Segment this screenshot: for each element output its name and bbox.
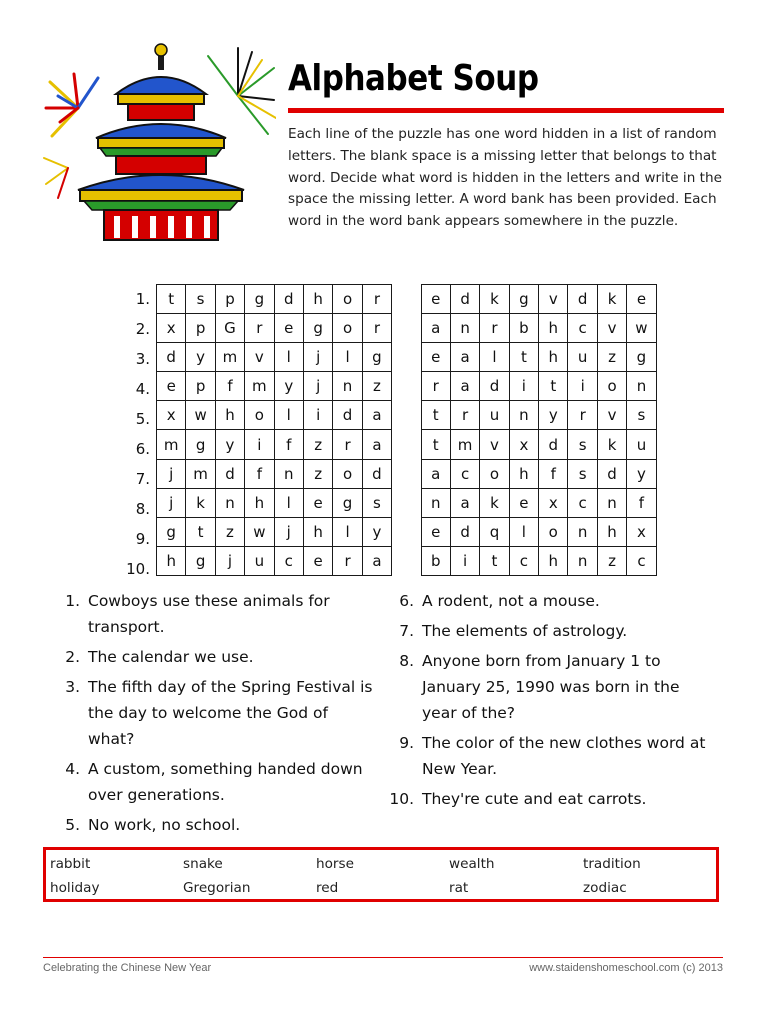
clue-text: A custom, something handed down over generations. (88, 760, 363, 804)
grid-row (157, 314, 657, 343)
grid-letter: z (597, 546, 626, 575)
grid-letter: z (303, 430, 332, 459)
grid-letter: b (509, 314, 538, 343)
letter-grid (156, 284, 657, 576)
grid-letter: q (480, 517, 509, 546)
clue-number: 7. (399, 622, 414, 640)
grid-letter: x (157, 401, 186, 430)
missing-letter-blank (392, 488, 421, 517)
grid-letter: h (303, 517, 332, 546)
grid-letter: d (539, 430, 568, 459)
grid-letter: t (539, 372, 568, 401)
grid-letter: c (568, 314, 597, 343)
grid-letter: o (539, 517, 568, 546)
row-number: 3. (135, 350, 150, 368)
grid-letter: g (303, 314, 332, 343)
clue-item (50, 644, 376, 670)
word-bank-item: rabbit (50, 856, 91, 872)
grid-letter: d (333, 401, 362, 430)
grid-letter: k (597, 285, 626, 314)
grid-letter: n (450, 314, 479, 343)
grid-letter: y (539, 401, 568, 430)
grid-letter: e (421, 343, 450, 372)
grid-letter: r (362, 314, 391, 343)
grid-letter: o (333, 314, 362, 343)
grid-letter: n (568, 546, 597, 575)
clue-text: The calendar we use. (88, 648, 254, 666)
grid-row (157, 430, 657, 459)
grid-letter: k (480, 285, 509, 314)
row-number: 7. (135, 470, 150, 488)
clue-text: They're cute and eat carrots. (422, 790, 647, 808)
grid-letter: s (627, 401, 656, 430)
grid-letter: h (303, 285, 332, 314)
grid-letter: f (245, 459, 274, 488)
grid-letter: x (627, 517, 656, 546)
grid-letter: c (509, 546, 538, 575)
clue-text: Anyone born from January 1 to January 25, 1990 was born in the year of the? (422, 652, 680, 722)
row-number: 9. (135, 530, 150, 548)
title-divider (288, 108, 724, 113)
instructions-paragraph: Each line of the puzzle has one word hidden in a list of random letters. The blank space is a missing letter that belongs to that word. Decide what word is hidden in the letters and write in the space the missing letter. A word bank has been provided. Each word in the word bank appears somewhere in the puzzle. (288, 126, 722, 230)
grid-letter: n (597, 488, 626, 517)
grid-letter: a (421, 459, 450, 488)
row-number: 2. (135, 320, 150, 338)
word-bank-item: holiday (50, 880, 100, 896)
grid-letter: m (215, 343, 244, 372)
grid-letter: v (539, 285, 568, 314)
grid-letter: g (362, 343, 391, 372)
grid-letter: a (450, 488, 479, 517)
grid-letter: j (303, 372, 332, 401)
grid-letter: j (303, 343, 332, 372)
row-number: 10. (126, 560, 150, 578)
clue-item (50, 812, 376, 838)
word-bank-item: rat (449, 880, 469, 896)
grid-letter: d (450, 285, 479, 314)
grid-letter: d (362, 459, 391, 488)
grid-letter: n (627, 372, 656, 401)
grid-letter: h (245, 488, 274, 517)
grid-letter: w (186, 401, 215, 430)
grid-letter: r (245, 314, 274, 343)
missing-letter-blank (392, 401, 421, 430)
grid-letter: n (333, 372, 362, 401)
grid-letter: w (627, 314, 656, 343)
grid-letter: s (186, 285, 215, 314)
grid-letter: j (274, 517, 303, 546)
grid-letter: l (333, 343, 362, 372)
grid-letter: i (509, 372, 538, 401)
grid-row (157, 517, 657, 546)
grid-letter: d (274, 285, 303, 314)
grid-letter: i (303, 401, 332, 430)
missing-letter-blank (392, 343, 421, 372)
grid-letter: e (303, 488, 332, 517)
grid-row (157, 401, 657, 430)
word-bank-item: horse (316, 856, 354, 872)
clue-number: 4. (65, 760, 80, 778)
grid-letter: v (597, 401, 626, 430)
grid-letter: l (509, 517, 538, 546)
clue-item (384, 648, 714, 726)
clue-item (384, 588, 714, 614)
grid-letter: z (303, 459, 332, 488)
clue-number: 8. (399, 652, 414, 670)
grid-letter: m (157, 430, 186, 459)
clue-number: 3. (65, 678, 80, 696)
grid-letter: r (333, 430, 362, 459)
clue-text: A rodent, not a mouse. (422, 592, 600, 610)
grid-letter: p (186, 372, 215, 401)
grid-letter: j (215, 546, 244, 575)
grid-letter: n (509, 401, 538, 430)
word-bank-item: tradition (583, 856, 641, 872)
row-number: 5. (135, 410, 150, 428)
grid-letter: h (157, 546, 186, 575)
grid-letter: e (157, 372, 186, 401)
grid-letter: v (480, 430, 509, 459)
clue-text: Cowboys use these animals for transport. (88, 592, 330, 636)
grid-letter: a (450, 343, 479, 372)
grid-letter: s (362, 488, 391, 517)
grid-letter: y (362, 517, 391, 546)
grid-letter: v (597, 314, 626, 343)
grid-letter: n (274, 459, 303, 488)
missing-letter-blank (392, 285, 421, 314)
grid-letter: g (509, 285, 538, 314)
grid-letter: d (157, 343, 186, 372)
grid-letter: o (245, 401, 274, 430)
grid-letter: p (186, 314, 215, 343)
clue-item (384, 730, 714, 782)
grid-letter: d (215, 459, 244, 488)
grid-letter: g (333, 488, 362, 517)
clue-item (384, 786, 714, 812)
word-bank (43, 847, 719, 902)
clue-text: No work, no school. (88, 816, 241, 834)
grid-letter: e (421, 285, 450, 314)
grid-letter: a (421, 314, 450, 343)
grid-row (157, 488, 657, 517)
clue-number: 2. (65, 648, 80, 666)
row-number: 8. (135, 500, 150, 518)
clue-item (50, 756, 376, 808)
grid-letter: s (568, 430, 597, 459)
grid-letter: g (186, 546, 215, 575)
row-number: 1. (135, 290, 150, 308)
footer-right-text: www.staidenshomeschool.com (c) 2013 (529, 962, 723, 974)
grid-letter: t (421, 430, 450, 459)
grid-letter: a (362, 430, 391, 459)
grid-letter: d (597, 459, 626, 488)
grid-letter: e (274, 314, 303, 343)
grid-letter: o (333, 459, 362, 488)
grid-letter: o (480, 459, 509, 488)
grid-letter: l (274, 488, 303, 517)
temple-fireworks-icon (38, 38, 276, 252)
grid-letter: g (186, 430, 215, 459)
word-bank-item: snake (183, 856, 223, 872)
grid-letter: c (274, 546, 303, 575)
grid-row (157, 372, 657, 401)
missing-letter-blank (392, 459, 421, 488)
grid-letter: d (480, 372, 509, 401)
grid-letter: h (597, 517, 626, 546)
grid-letter: o (333, 285, 362, 314)
clue-number: 9. (399, 734, 414, 752)
word-bank-item: Gregorian (183, 880, 251, 896)
grid-letter: c (627, 546, 656, 575)
grid-letter: m (186, 459, 215, 488)
grid-letter: d (450, 517, 479, 546)
clue-number: 5. (65, 816, 80, 834)
word-bank-grid (50, 855, 710, 897)
grid-letter: n (568, 517, 597, 546)
grid-row (157, 459, 657, 488)
grid-row (157, 343, 657, 372)
grid-letter: g (627, 343, 656, 372)
grid-letter: h (215, 401, 244, 430)
grid-letter: w (245, 517, 274, 546)
clue-item (50, 588, 376, 640)
grid-letter: k (186, 488, 215, 517)
grid-letter: t (421, 401, 450, 430)
grid-letter: y (215, 430, 244, 459)
grid-letter: a (362, 401, 391, 430)
grid-letter: r (362, 285, 391, 314)
grid-letter: h (539, 343, 568, 372)
grid-letter: r (450, 401, 479, 430)
grid-letter: k (480, 488, 509, 517)
word-bank-item: zodiac (583, 880, 627, 896)
grid-letter: e (509, 488, 538, 517)
footer-left-text: Celebrating the Chinese New Year (43, 962, 212, 974)
page-title: Alphabet Soup (288, 58, 539, 99)
grid-letter: r (333, 546, 362, 575)
grid-letter: j (157, 488, 186, 517)
clue-text: The color of the new clothes word at New Year. (422, 734, 706, 778)
grid-letter: l (274, 401, 303, 430)
grid-letter: u (568, 343, 597, 372)
clue-list-right (384, 588, 714, 816)
clue-item (384, 618, 714, 644)
missing-letter-blank (392, 314, 421, 343)
row-number: 6. (135, 440, 150, 458)
grid-letter: l (480, 343, 509, 372)
missing-letter-blank (392, 372, 421, 401)
grid-letter: h (539, 546, 568, 575)
grid-letter: f (627, 488, 656, 517)
grid-row (157, 285, 657, 314)
grid-letter: l (333, 517, 362, 546)
clue-text: The elements of astrology. (422, 622, 628, 640)
clue-item (50, 674, 376, 752)
word-bank-item: wealth (449, 856, 495, 872)
grid-letter: c (450, 459, 479, 488)
grid-row (157, 546, 657, 575)
grid-letter: r (568, 401, 597, 430)
grid-letter: e (627, 285, 656, 314)
missing-letter-blank (392, 517, 421, 546)
grid-letter: f (215, 372, 244, 401)
grid-letter: t (157, 285, 186, 314)
grid-letter: i (450, 546, 479, 575)
grid-letter: f (274, 430, 303, 459)
grid-letter: h (509, 459, 538, 488)
grid-letter: f (539, 459, 568, 488)
grid-letter: p (215, 285, 244, 314)
grid-letter: a (362, 546, 391, 575)
grid-letter: v (245, 343, 274, 372)
grid-letter: a (450, 372, 479, 401)
grid-letter: x (157, 314, 186, 343)
clue-number: 6. (399, 592, 414, 610)
grid-letter: g (157, 517, 186, 546)
grid-letter: u (480, 401, 509, 430)
grid-letter: t (509, 343, 538, 372)
grid-letter: u (245, 546, 274, 575)
clue-list-left (50, 588, 376, 842)
grid-letter: m (245, 372, 274, 401)
puzzle-row-numbers (110, 284, 150, 584)
grid-letter: n (215, 488, 244, 517)
grid-letter: l (274, 343, 303, 372)
grid-letter: h (539, 314, 568, 343)
missing-letter-blank (392, 430, 421, 459)
grid-letter: z (597, 343, 626, 372)
grid-letter: y (274, 372, 303, 401)
grid-letter: G (215, 314, 244, 343)
footer-divider (43, 957, 723, 958)
row-number: 4. (135, 380, 150, 398)
grid-letter: g (245, 285, 274, 314)
grid-letter: r (480, 314, 509, 343)
grid-letter: x (539, 488, 568, 517)
clue-number: 1. (65, 592, 80, 610)
grid-letter: e (303, 546, 332, 575)
grid-letter: u (627, 430, 656, 459)
grid-letter: i (568, 372, 597, 401)
grid-letter: j (157, 459, 186, 488)
clue-text: The fifth day of the Spring Festival is the day to welcome the God of what? (88, 678, 373, 748)
grid-letter: i (245, 430, 274, 459)
grid-letter: c (568, 488, 597, 517)
grid-letter: t (186, 517, 215, 546)
grid-letter: k (597, 430, 626, 459)
grid-letter: b (421, 546, 450, 575)
grid-letter: x (509, 430, 538, 459)
grid-letter: t (480, 546, 509, 575)
missing-letter-blank (392, 546, 421, 575)
grid-letter: m (450, 430, 479, 459)
grid-letter: n (421, 488, 450, 517)
grid-letter: d (568, 285, 597, 314)
word-bank-item: red (316, 880, 339, 896)
grid-letter: y (186, 343, 215, 372)
grid-letter: z (215, 517, 244, 546)
clue-number: 10. (389, 790, 414, 808)
grid-letter: s (568, 459, 597, 488)
grid-letter: r (421, 372, 450, 401)
grid-letter: o (597, 372, 626, 401)
grid-letter: z (362, 372, 391, 401)
grid-letter: y (627, 459, 656, 488)
grid-letter: e (421, 517, 450, 546)
